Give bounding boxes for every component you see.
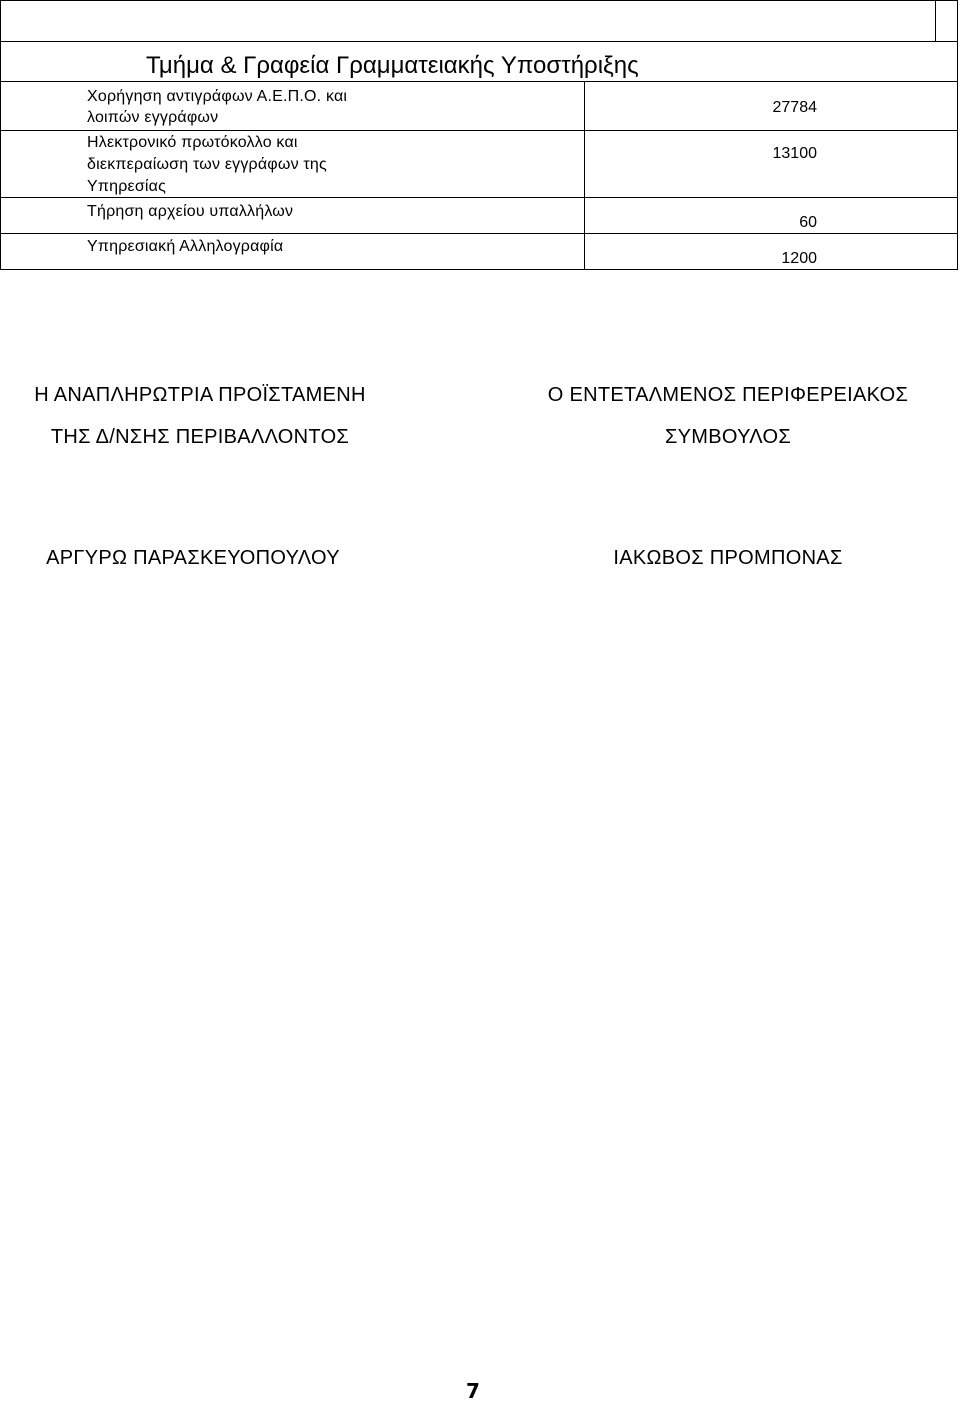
row3-bottom-border	[0, 233, 958, 234]
left-signatory-role-line2: ΤΗΣ Δ/ΝΣΗΣ ΠΕΡΙΒΑΛΛΟΝΤΟΣ	[50, 426, 350, 448]
row2-bottom-border	[0, 197, 958, 198]
title-inner-right-border	[935, 0, 936, 41]
right-signatory-role-line1: Ο ΕΝΤΕΤΑΛΜΕΝΟΣ ΠΕΡΙΦΕΡΕΙΑΚΟΣ	[547, 384, 909, 406]
row-value: 60	[799, 214, 817, 231]
right-signatory-name: ΙΑΚΩΒΟΣ ΠΡΟΜΠΟΝΑΣ	[613, 547, 843, 569]
row-label-line: λοιπών εγγράφων	[87, 109, 219, 126]
value-column-divider	[584, 81, 585, 270]
row-value: 13100	[772, 145, 817, 162]
row-label-line: Υπηρεσίας	[87, 178, 167, 195]
row1-bottom-border	[0, 130, 958, 131]
title-top-border	[0, 41, 958, 42]
row-label-line: διεκπεραίωση των εγγράφων της	[87, 156, 327, 173]
row-label-line: Ηλεκτρονικό πρωτόκολλο και	[87, 134, 298, 151]
row-label-line: Υπηρεσιακή Αλληλογραφία	[87, 238, 284, 255]
section-title: Τμήμα & Γραφεία Γραμματειακής Υποστήριξης	[146, 52, 639, 79]
right-signatory-role-line2: ΣΥΜΒΟΥΛΟΣ	[664, 426, 792, 448]
left-signatory-role-line1: Η ΑΝΑΠΛΗΡΩΤΡΙΑ ΠΡΟΪΣΤΑΜΕΝΗ	[34, 384, 366, 406]
table-top-border	[0, 0, 958, 1]
page-number: 7	[466, 1379, 480, 1403]
table-bottom-border	[0, 269, 958, 270]
row-label-line: Χορήγηση αντιγράφων Α.Ε.Π.Ο. και	[87, 88, 348, 105]
title-bottom-border	[0, 81, 958, 82]
left-signatory-name: ΑΡΓΥΡΩ ΠΑΡΑΣΚΕΥΟΠΟΥΛΟΥ	[46, 547, 340, 569]
row-label-line: Τήρηση αρχείου υπαλλήλων	[87, 203, 294, 220]
row-value: 27784	[772, 99, 817, 116]
row-value: 1200	[781, 250, 817, 267]
